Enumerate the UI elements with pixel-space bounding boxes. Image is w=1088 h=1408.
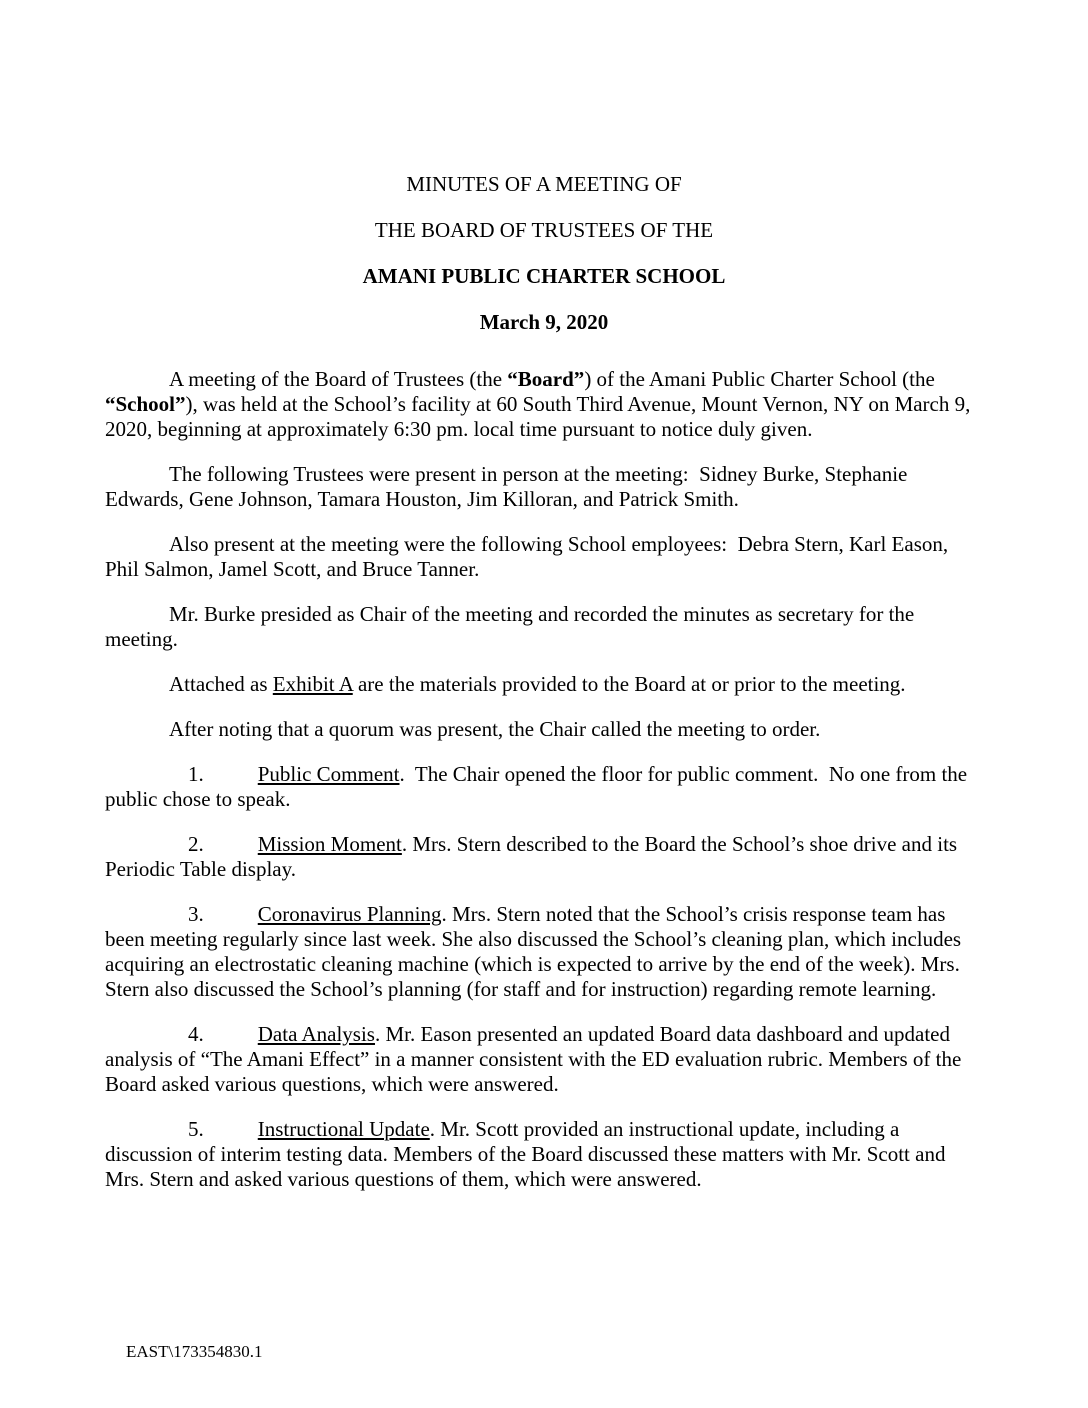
trustees-present-paragraph (105, 462, 983, 512)
text-segment: 4. (188, 1022, 204, 1046)
text-segment: Mr. Burke presided as Chair of the meeting and recorded the minutes as secretary for the meeting. (105, 602, 915, 651)
employees-present-paragraph (105, 532, 983, 582)
text-segment: 1. (188, 762, 204, 786)
exhibit-paragraph (105, 672, 983, 697)
opening-paragraph (105, 367, 983, 442)
title-line-2: THE BOARD OF TRUSTEES OF THE (374, 218, 714, 242)
meeting-date: March 9, 2020 (479, 310, 609, 334)
text-segment: Coronavirus Planning (257, 902, 442, 926)
text-segment: Also present at the meeting were the following School employees: Debra Stern, Karl Eason, Phil Salmon, Jamel Scott, and Bruce Tanner. (105, 532, 949, 581)
text-segment: . Mrs. Stern described to the Board the School’s shoe drive and its Periodic Table display. (105, 832, 958, 881)
document-id-footer: EAST\173354830.1 (126, 1342, 263, 1361)
text-segment: ), was held at the School’s facility at 60 South Third Avenue, Mount Vernon, NY on March 9, 2020, beginning at approximately 6:30 pm. local time pursuant to notice duly given. (105, 392, 971, 441)
text-segment: “School” (105, 392, 186, 416)
text-segment: A meeting of the Board of Trustees (the (169, 367, 508, 391)
title-line-3: AMANI PUBLIC CHARTER SCHOOL (362, 264, 726, 288)
quorum-paragraph (105, 717, 983, 742)
item-3-coronavirus-planning (105, 902, 983, 1002)
minutes-body (105, 367, 983, 1192)
text-segment: Instructional Update (257, 1117, 430, 1141)
text-segment: After noting that a quorum was present, the Chair called the meeting to order. (169, 717, 821, 741)
title-line-1: MINUTES OF A MEETING OF (406, 172, 682, 196)
text-segment: Attached as (169, 672, 273, 696)
text-segment: 3. (188, 902, 204, 926)
text-segment: Data Analysis (257, 1022, 375, 1046)
title-block (105, 172, 983, 335)
item-5-instructional-update (105, 1117, 983, 1192)
text-segment: 2. (188, 832, 204, 856)
text-segment: “Board” (507, 367, 585, 391)
text-segment: . Mr. Eason presented an updated Board data dashboard and updated analysis of “The Amani Effect” in a manner consistent with the ED evaluation rubric. Members of the Board asked various questions, which were answered. (105, 1022, 962, 1096)
text-segment: Exhibit A (272, 672, 353, 696)
text-segment: The following Trustees were present in person at the meeting: Sidney Burke, Stephanie Edwards, Gene Johnson, Tamara Houston, Jim Killoran, and Patrick Smith. (105, 462, 908, 511)
chair-paragraph (105, 602, 983, 652)
text-segment: 5. (188, 1117, 204, 1141)
text-segment: . Mrs. Stern noted that the School’s crisis response team has been meeting regularly since last week. She also discussed the School’s cleaning plan, which includes acquiring an electrostatic cleaning machine (which is expected to arrive by the end of the week). Mrs. Stern also discussed the School’s planning (for staff and for instruction) regarding remote learning. (105, 902, 962, 1001)
item-4-data-analysis (105, 1022, 983, 1097)
text-segment: . The Chair opened the floor for public comment. No one from the public chose to speak. (105, 762, 968, 811)
text-segment: ) of the Amani Public Charter School (the (584, 367, 935, 391)
text-segment: Mission Moment (257, 832, 402, 856)
text-segment: Public Comment (257, 762, 400, 786)
item-1-public-comment (105, 762, 983, 812)
item-2-mission-moment (105, 832, 983, 882)
text-segment: . Mr. Scott provided an instructional update, including a discussion of interim testing data. Members of the Board discussed these matters with Mr. Scott and Mrs. Stern and asked various questions of them, which were answered. (105, 1117, 946, 1191)
text-segment: are the materials provided to the Board at or prior to the meeting. (352, 672, 906, 696)
